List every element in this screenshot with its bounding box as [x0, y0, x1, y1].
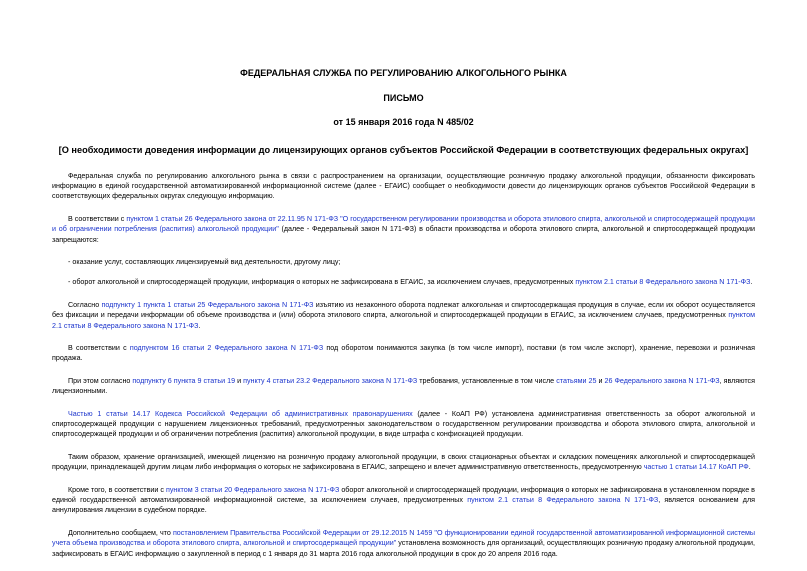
paragraph-text: В соответствии с — [68, 215, 127, 224]
paragraph-text: (далее - КоАП РФ) установлена административная ответственность за оборот алкогольной и спиртосодержащей продукции с нарушением лицензионных требований, предусмотренных законодательством о государственном регулировании производства и оборота этилового спирта, алкогольной и спиртосодержащей продукции и об ограничении потребления (распития) алкогольной продукции, в виде штрафа с конфискацией продукции. — [52, 410, 755, 439]
law-reference-link[interactable]: пунктом 2.1 статьи 8 Федерального закона N 171-ФЗ — [52, 311, 755, 330]
paragraph-text: Кроме того, в соответствии с — [68, 486, 166, 495]
paragraph-text: , являются лицензионными. — [52, 377, 755, 396]
law-reference-link[interactable]: пункту 4 статьи 23.2 Федерального закона N 171-ФЗ — [243, 377, 418, 386]
document-type: ПИСЬМО — [383, 93, 424, 103]
document-date-number: от 15 января 2016 года N 485/02 — [333, 117, 474, 127]
paragraph-text: Таким образом, хранение организацией, имеющей лицензию на розничную продажу алкогольной продукции, в своих стационарных объектах и складских помещениях алкогольной и спиртосодержащей продукции, принадлежащей другим лицам либо информация о которых не зафиксирована в ЕГАИС, запрещено и влечет административную ответственность, предусмотренную — [52, 453, 755, 472]
paragraph-intro — [52, 171, 755, 202]
paragraph-text: под оборотом понимаются закупка (в том числе импорт), поставки (в том числе экспорт), хранение, перевозки и розничная продажа. — [52, 344, 755, 363]
paragraph-text: - оборот алкогольной и спиртосодержащей продукции, информация о которых не зафиксирована в ЕГАИС, за исключением случаев, предусмотренных — [68, 278, 576, 287]
paragraph-text: требования, установленные в том числе — [417, 377, 557, 386]
paragraph-license-requirements — [52, 376, 755, 396]
law-reference-link[interactable]: подпункту 1 пункта 1 статьи 25 Федерального закона N 171-ФЗ — [101, 301, 314, 310]
paragraph-text: При этом согласно — [68, 377, 133, 386]
law-reference-link[interactable]: Частью 1 статьи 14.17 Кодекса Российской Федерации об административных правонарушениях — [68, 410, 413, 419]
paragraph-license-annulment — [52, 485, 755, 516]
law-reference-link[interactable]: подпунктом 16 статьи 2 Федерального закона N 171-ФЗ — [129, 344, 324, 353]
paragraph-text: - оказание услуг, составляющих лицензируемый вид деятельности, другому лицу; — [68, 258, 341, 267]
paragraph-text: и — [235, 377, 244, 386]
paragraph-prohibitions — [52, 214, 755, 245]
law-reference-link[interactable]: пунктом 2.1 статьи 8 Федерального закона N 171-ФЗ — [575, 278, 751, 287]
paragraph-text: . — [748, 463, 751, 472]
paragraph-turnover-definition — [52, 343, 755, 363]
paragraph-confiscation — [52, 300, 755, 331]
paragraph-storage-prohibition — [52, 452, 755, 472]
paragraph-text: Дополнительно сообщаем, что — [68, 529, 173, 538]
paragraph-koap-liability — [52, 409, 755, 440]
law-reference-link[interactable]: статьями 25 — [556, 377, 597, 386]
paragraph-text: , является основанием для аннулирования лицензии в судебном порядке. — [52, 496, 755, 515]
document-body — [52, 171, 755, 559]
agency-title: ФЕДЕРАЛЬНАЯ СЛУЖБА ПО РЕГУЛИРОВАНИЮ АЛКОГОЛЬНОГО РЫНКА — [240, 68, 567, 78]
paragraph-text: В соответствии с — [68, 344, 130, 353]
paragraph-text: (далее - Федеральный закон N 171-ФЗ) в области производства и оборота этилового спирта, алкогольной и спиртосодержащей продукции запрещаются: — [52, 225, 756, 244]
paragraph-text: . — [750, 278, 753, 287]
paragraph-text: . — [198, 321, 201, 330]
paragraph-text: Федеральная служба по регулированию алкогольного рынка в связи с распространением на организации, осуществляющие розничную продажу алкогольной продукции, обязанности фиксировать информацию в единой государственной автоматизированной информационной системе (далее - ЕГАИС) сообщает о необходимости довести до лицензирующих органов субъектов Российской Федерации в соответствующих федеральных округах следующую информацию. — [52, 172, 755, 201]
paragraph-additional-info — [52, 528, 755, 559]
law-reference-link[interactable]: постановлением Правительства Российской Федерации от 29.12.2015 N 1459 "О функционировании единой государственной автоматизированной информационной системы учета объема производства и оборота этилового спирта, алкогольной и спиртосодержащей продукции" — [52, 529, 755, 548]
law-reference-link[interactable]: частью 1 статьи 14.17 КоАП РФ — [643, 463, 749, 472]
paragraph-list-item — [52, 257, 755, 267]
paragraph-text: оборот алкогольной и спиртосодержащей продукции, информация о которых не зафиксирована в установленном порядке в единой государственной автоматизированной информационной системе, за исключением случаев, предусмотренных — [52, 486, 755, 505]
law-reference-link[interactable]: пунктом 3 статьи 20 Федерального закона N 171-ФЗ — [165, 486, 340, 495]
paragraph-text: установлена возможность для организаций, осуществляющих розничную продажу алкогольной продукции, зафиксировать в ЕГАИС информацию о закупленной в период с 1 января до 31 марта 2016 года алкогольной продукции в срок до 20 апреля 2016 года. — [52, 539, 755, 558]
paragraph-text: и — [596, 377, 605, 386]
paragraph-text: Согласно — [68, 301, 102, 310]
paragraph-list-item — [52, 277, 755, 287]
law-reference-link[interactable]: подпункту 6 пункта 9 статьи 19 — [132, 377, 236, 386]
paragraph-text: изъятию из незаконного оборота подлежат алкогольная и спиртосодержащая продукция в случае, если их оборот осуществляется без фиксации и передачи информации об объеме производства и (или) оборота этилового спирта, алкогольной и спиртосодержащей продукции в ЕГАИС, за исключением случаев, предусмотренных — [52, 301, 755, 320]
document-subject: [О необходимости доведения информации до лицензирующих органов субъектов Российской Федерации в соответствующих федеральных округах] — [58, 145, 749, 155]
law-reference-link[interactable]: пунктом 1 статьи 26 Федерального закона от 22.11.95 N 171-ФЗ "О государственном регулировании производства и оборота этилового спирта, алкогольной и спиртосодержащей продукции и об ограничении потребления (распития) алкогольной продукции" — [52, 215, 755, 234]
law-reference-link[interactable]: пунктом 2.1 статьи 8 Федерального закона N 171-ФЗ — [467, 496, 659, 505]
law-reference-link[interactable]: 26 Федерального закона N 171-ФЗ — [604, 377, 720, 386]
